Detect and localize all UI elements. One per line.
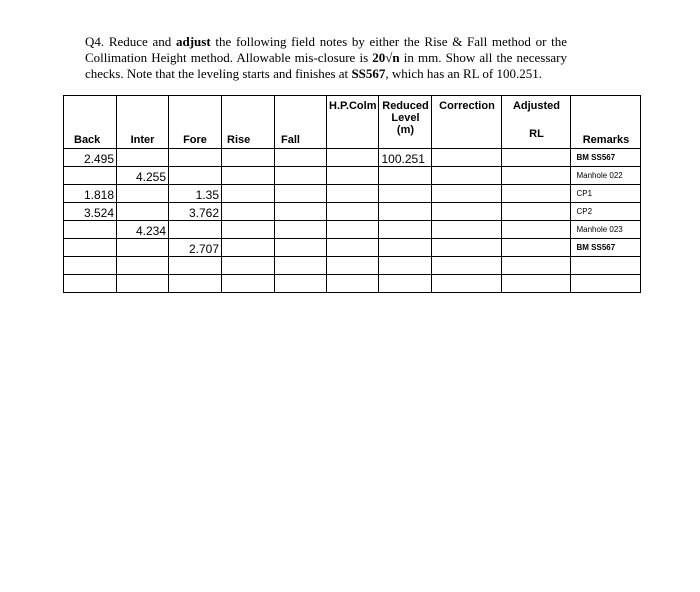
cell-adjusted-rl [502, 167, 571, 185]
table-row [64, 239, 641, 257]
cell-reduced-level [379, 239, 432, 257]
table-row [64, 167, 641, 185]
cell-rise [222, 185, 275, 203]
cell-hp-colm [327, 167, 379, 185]
table-row [64, 221, 641, 239]
cell-fore: 2.707 [169, 239, 222, 257]
cell-back: 1.818 [64, 185, 117, 203]
cell-reduced-level [379, 221, 432, 239]
cell-correction [432, 257, 502, 275]
header-adjusted-line1: Adjusted [512, 100, 561, 112]
cell-fore [169, 167, 222, 185]
cell-inter [117, 239, 169, 257]
cell-inter: 4.234 [117, 221, 169, 239]
cell-hp-colm [327, 239, 379, 257]
cell-fore [169, 149, 222, 167]
header-rise: Rise [222, 96, 275, 149]
cell-hp-colm [327, 257, 379, 275]
header-reduced-line1: Reduced [382, 100, 429, 112]
cell-correction [432, 185, 502, 203]
cell-back [64, 257, 117, 275]
table-row [64, 275, 641, 293]
cell-rise [222, 239, 275, 257]
cell-adjusted-rl [502, 275, 571, 293]
cell-rise [222, 203, 275, 221]
cell-fall [275, 257, 327, 275]
cell-correction [432, 275, 502, 293]
cell-inter [117, 149, 169, 167]
cell-hp-colm [327, 203, 379, 221]
table-row [64, 185, 641, 203]
cell-fall [275, 185, 327, 203]
cell-fall [275, 275, 327, 293]
cell-fall [275, 203, 327, 221]
question-part: , which has an RL of 100.251. [385, 66, 542, 81]
table-row [64, 257, 641, 275]
cell-reduced-level: 100.251 [379, 149, 432, 167]
cell-remarks [571, 257, 641, 275]
cell-correction [432, 239, 502, 257]
cell-correction [432, 203, 502, 221]
cell-correction [432, 167, 502, 185]
question-text [85, 34, 567, 82]
cell-remarks: Manhole 023 [571, 221, 641, 239]
cell-reduced-level [379, 257, 432, 275]
cell-hp-colm [327, 149, 379, 167]
header-correction: Correction [432, 96, 502, 149]
cell-reduced-level [379, 185, 432, 203]
cell-back [64, 221, 117, 239]
cell-rise [222, 167, 275, 185]
cell-inter [117, 203, 169, 221]
header-row [64, 96, 641, 149]
cell-remarks [571, 275, 641, 293]
cell-correction [432, 221, 502, 239]
cell-remarks: CP1 [571, 185, 641, 203]
table-body [64, 149, 641, 293]
question-misclosure-formula: 20√n [372, 50, 400, 65]
cell-adjusted-rl [502, 257, 571, 275]
cell-fore: 3.762 [169, 203, 222, 221]
cell-remarks: CP2 [571, 203, 641, 221]
cell-rise [222, 221, 275, 239]
cell-reduced-level [379, 203, 432, 221]
header-inter: Inter [117, 96, 169, 149]
cell-remarks: BM SS567 [571, 239, 641, 257]
header-fore: Fore [169, 96, 222, 149]
cell-reduced-level [379, 275, 432, 293]
cell-back [64, 239, 117, 257]
cell-back [64, 275, 117, 293]
header-reduced-line2: Level [391, 112, 420, 124]
cell-reduced-level [379, 167, 432, 185]
table-row [64, 203, 641, 221]
header-hp-colm: H.P.Colm [327, 96, 379, 149]
cell-rise [222, 257, 275, 275]
cell-fore [169, 275, 222, 293]
cell-fore: 1.35 [169, 185, 222, 203]
cell-hp-colm [327, 275, 379, 293]
cell-inter [117, 185, 169, 203]
header-adjusted-line2: RL [529, 128, 544, 140]
question-part: Q4. Reduce and [85, 34, 176, 49]
cell-hp-colm [327, 221, 379, 239]
header-reduced-line3: (m) [396, 124, 415, 136]
header-remarks: Remarks [571, 96, 641, 149]
cell-fall [275, 167, 327, 185]
cell-rise [222, 149, 275, 167]
question-benchmark-name: SS567 [351, 66, 386, 81]
cell-hp-colm [327, 185, 379, 203]
cell-fore [169, 221, 222, 239]
cell-inter [117, 275, 169, 293]
cell-back: 2.495 [64, 149, 117, 167]
cell-back: 3.524 [64, 203, 117, 221]
cell-adjusted-rl [502, 149, 571, 167]
cell-rise [222, 275, 275, 293]
table-row [64, 149, 641, 167]
cell-inter: 4.255 [117, 167, 169, 185]
cell-fore [169, 257, 222, 275]
question-part: the following field notes by either the Rise & Fall method or the Collimation Height method. Allowable mis-closure is [85, 34, 568, 65]
header-reduced-level [379, 96, 432, 149]
header-adjusted-rl [502, 96, 571, 149]
leveling-field-book-table [63, 95, 641, 293]
cell-fall [275, 149, 327, 167]
cell-adjusted-rl [502, 221, 571, 239]
cell-fall [275, 239, 327, 257]
question-part: in mm. Show all the necessary checks. Note that the leveling starts and finishes at [85, 50, 568, 81]
cell-remarks: BM SS567 [571, 149, 641, 167]
header-back: Back [64, 96, 117, 149]
cell-back [64, 167, 117, 185]
cell-adjusted-rl [502, 203, 571, 221]
cell-adjusted-rl [502, 239, 571, 257]
cell-inter [117, 257, 169, 275]
cell-remarks: Manhole 022 [571, 167, 641, 185]
cell-fall [275, 221, 327, 239]
cell-correction [432, 149, 502, 167]
header-fall: Fall [275, 96, 327, 149]
question-emphasis-adjust: adjust [175, 34, 211, 49]
cell-adjusted-rl [502, 185, 571, 203]
